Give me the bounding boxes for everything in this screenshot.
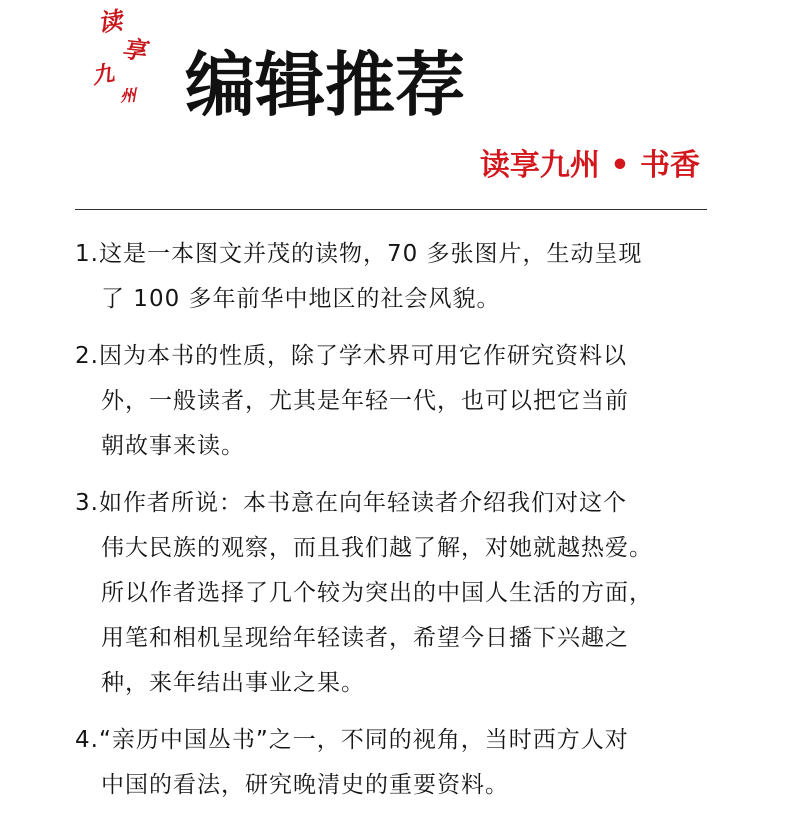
logo-char-4: 州 <box>119 85 138 106</box>
item-2-line-3: 朝故事来读。 <box>101 433 245 459</box>
item-3-line-1: 3.如作者所说：本书意在向年轻读者介绍我们对这个 <box>75 490 627 516</box>
logo-char-3: 九 <box>89 60 117 90</box>
item-1-line-2: 了 100 多年前华中地区的社会风貌。 <box>101 286 501 312</box>
item-3-line-5: 种，来年结出事业之果。 <box>101 670 365 696</box>
item-4-line-2: 中国的看法，研究晚清史的重要资料。 <box>101 772 509 798</box>
recommendation-item-4 <box>75 718 715 808</box>
logo-char-2: 享 <box>120 33 148 66</box>
page-subtitle: 读享九州 • 书香 <box>479 148 700 183</box>
logo-char-1: 读 <box>96 5 124 38</box>
brand-logo <box>89 5 172 108</box>
item-3-line-3: 所以作者选择了几个较为突出的中国人生活的方面， <box>101 580 653 606</box>
recommendation-list <box>75 232 715 820</box>
header-divider <box>75 209 707 210</box>
item-1-line-1: 1.这是一本图文并茂的读物，70 多张图片，生动呈现 <box>75 241 643 267</box>
item-3-line-4: 用笔和相机呈现给年轻读者，希望今日播下兴趣之 <box>101 625 629 651</box>
item-2-line-1: 2.因为本书的性质，除了学术界可用它作研究资料以 <box>75 343 627 369</box>
item-2-line-2: 外，一般读者，尤其是年轻一代，也可以把它当前 <box>101 388 629 414</box>
item-4-line-1: 4.“亲历中国丛书”之一，不同的视角，当时西方人对 <box>75 727 629 753</box>
recommendation-item-1 <box>75 232 715 322</box>
recommendation-item-3 <box>75 481 715 706</box>
item-3-line-2: 伟大民族的观察，而且我们越了解，对她就越热爱。 <box>101 535 653 561</box>
recommendation-item-2 <box>75 334 715 469</box>
page-title: 编辑推荐 <box>185 44 465 126</box>
